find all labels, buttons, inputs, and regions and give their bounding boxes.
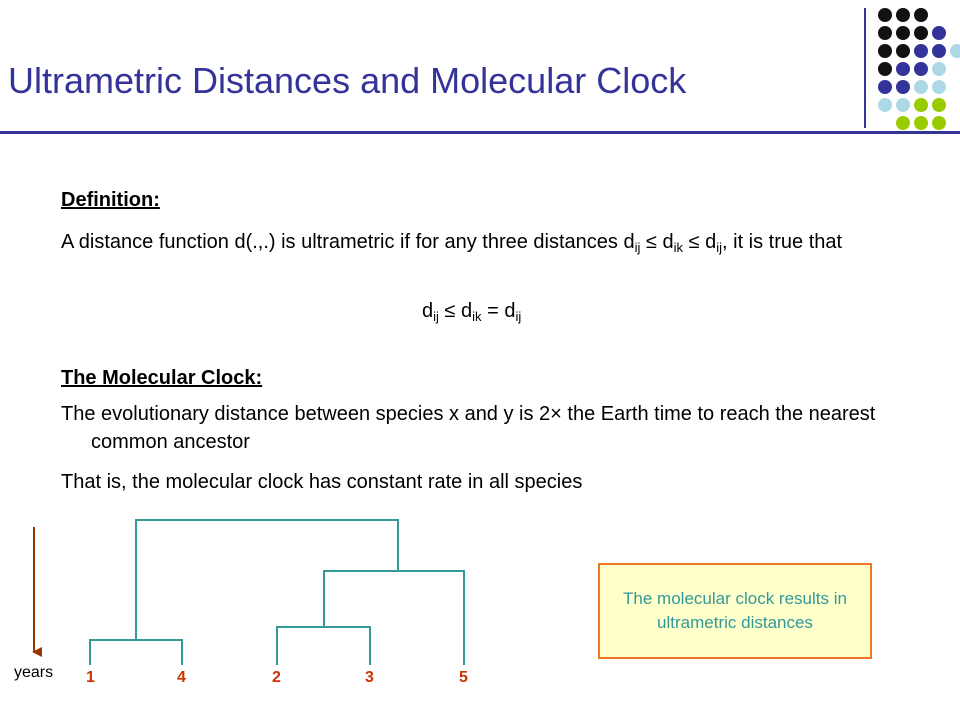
dot — [932, 116, 946, 130]
definition-text-end: , it is true that — [722, 231, 843, 253]
dot — [914, 44, 928, 58]
dot — [896, 62, 910, 76]
subscript-ik: ik — [472, 309, 482, 324]
dot — [896, 26, 910, 40]
dot — [932, 98, 946, 112]
dot — [914, 8, 928, 22]
subscript-ij: ij — [634, 240, 641, 255]
subscript-ij: ij — [515, 309, 522, 324]
le-symbol: ≤ — [444, 300, 456, 322]
le-symbol: ≤ — [688, 231, 700, 253]
clock-heading: The Molecular Clock: — [61, 367, 263, 389]
d-symbol: d — [422, 300, 434, 322]
clock-tree-diagram — [0, 500, 560, 720]
dot — [878, 8, 892, 22]
dot — [878, 44, 892, 58]
dot — [878, 98, 892, 112]
dot — [914, 62, 928, 76]
clock-text: The evolutionary distance between species x and y is 2 — [61, 403, 551, 425]
definition-statement — [61, 228, 941, 256]
dot — [932, 80, 946, 94]
note-callout — [598, 563, 872, 659]
decorative-dot-grid — [870, 4, 960, 134]
equals-d: = d — [487, 300, 516, 322]
years-axis-label: years — [14, 664, 54, 681]
subscript-ij: ij — [716, 240, 723, 255]
d-symbol: d — [461, 300, 473, 322]
branch-2-3 — [277, 627, 370, 665]
dot — [878, 62, 892, 76]
leaf-label: 4 — [177, 669, 186, 686]
leaf-label: 1 — [86, 669, 95, 686]
note-text: The molecular clock results in ultrametric distances — [623, 589, 847, 632]
clock-statement — [61, 400, 941, 456]
dot — [932, 26, 946, 40]
clock-conclusion: That is, the molecular clock has constant rate in all species — [61, 471, 583, 493]
decorative-vertical-rule — [864, 8, 866, 128]
dot — [896, 116, 910, 130]
dot — [914, 26, 928, 40]
branch-1-4 — [90, 640, 182, 665]
ultrametric-equation — [422, 297, 521, 325]
dot — [932, 44, 946, 58]
leaf-label: 3 — [365, 669, 374, 686]
dot — [896, 44, 910, 58]
branch-23-5 — [324, 571, 464, 665]
clock-text-cont: the Earth time to reach the nearest common ancestor — [91, 403, 876, 453]
le-symbol: ≤ — [645, 231, 657, 253]
times-symbol: × — [550, 403, 562, 425]
dot — [896, 80, 910, 94]
dot — [950, 44, 960, 58]
dot — [932, 62, 946, 76]
branch-root — [136, 520, 398, 640]
leaf-label: 5 — [459, 669, 468, 686]
dot — [878, 26, 892, 40]
dot — [896, 8, 910, 22]
slide-title: Ultrametric Distances and Molecular Clock — [8, 60, 687, 101]
dot — [914, 98, 928, 112]
dot — [878, 80, 892, 94]
dendrogram — [90, 520, 464, 665]
subscript-ik: ik — [673, 240, 683, 255]
d-symbol: d — [705, 231, 717, 253]
d-symbol: d — [662, 231, 674, 253]
dot — [914, 80, 928, 94]
title-underline — [0, 131, 960, 134]
subscript-ij: ij — [433, 309, 439, 324]
definition-text: A distance function d(.,.) is ultrametric if for any three distances d — [61, 231, 635, 253]
dot — [914, 116, 928, 130]
definition-heading: Definition: — [61, 189, 160, 211]
dot — [896, 98, 910, 112]
leaf-label: 2 — [272, 669, 281, 686]
